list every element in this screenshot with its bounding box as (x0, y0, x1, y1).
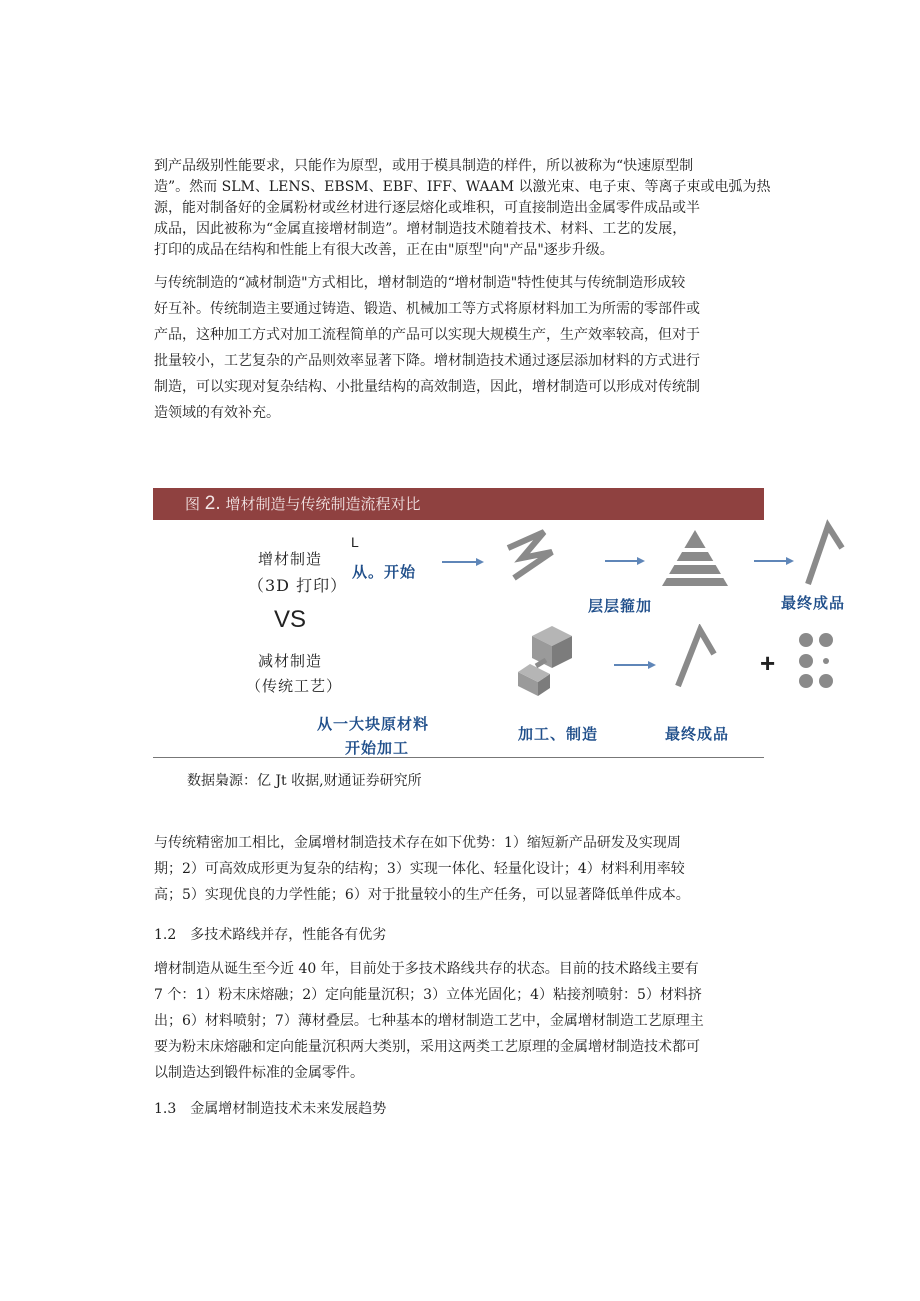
zigzag-layers-icon (500, 526, 570, 588)
text-line: 产品，这种加工方式对加工流程简单的产品可以实现大规模生产，生产效率较高，但对于 (154, 327, 700, 343)
start-from-label: 从。开始 (352, 563, 417, 581)
final-part-icon (804, 518, 846, 588)
text-line: 批量较小，工艺复杂的产品则效率显著下降。增材制造技术通过逐层添加材料的方式进行 (154, 353, 700, 369)
text-line: 与传统精密加工相比，金属增材制造技术存在如下优势：1）缩短新产品研发及实现周 (154, 835, 681, 851)
layer-add-label: 层层箍加 (588, 597, 653, 615)
text-line: 成品，因此被称为“金属直接增材制造”。增材制造技术随着技术、材料、工艺的发展， (154, 221, 687, 237)
final-part-icon (674, 624, 718, 690)
subtractive-sub-label: （传统工艺） (246, 677, 343, 695)
text-line: 出；6）材料喷射；7）薄材叠层。七种基本的增材制造工艺中，金属增材制造工艺原理主 (154, 1013, 704, 1029)
text-line: 要为粉末床熔融和定向能量沉积两大类别，采用这两类工艺原理的金属增材制造技术都可 (154, 1039, 700, 1055)
text-line: 造”。然而 SLM、LENS、EBSM、EBF、IFF、WAAM 以激光束、电子束、等离子束或电弧为热 (154, 179, 771, 195)
paragraph-2 (154, 270, 766, 426)
heading-text: 1.3 金属增材制造技术未来发展趋势 (154, 1101, 387, 1117)
paragraph-1 (154, 156, 771, 261)
text-line: 制造，可以实现对复杂结构、小批量结构的高效制造，因此，增材制造可以形成对传统制 (154, 379, 700, 395)
paragraph-3 (154, 830, 766, 908)
vs-label: VS (274, 606, 307, 633)
scrap-pieces-icon (796, 630, 840, 690)
figure-bottom-rule (153, 757, 764, 758)
text-line: 高；5）实现优良的力学性能；6）对于批量较小的生产任务，可以显著降低单件成本。 (154, 887, 690, 903)
text-line: 到产品级别性能要求，只能作为原型，或用于模具制造的样件，所以被称为“快速原型制 (154, 158, 694, 174)
text-line: 打印的成品在结构和性能上有很大改善，正在由"原型"向"产品"逐步升级。 (154, 242, 614, 258)
plus-sign: + (760, 648, 776, 678)
section-heading-1-3 (154, 1096, 766, 1122)
additive-sub-label: （3D 打印） (248, 576, 348, 595)
arrow-right-icon (440, 555, 486, 569)
raw-block-icon (512, 622, 584, 702)
text-line: 造领域的有效补充。 (154, 405, 280, 421)
final-product-label-top: 最终成品 (781, 594, 846, 612)
text-line: 增材制造从诞生至今近 40 年，目前处于多技术路线共存的状态。目前的技术路线主要有 (154, 961, 699, 977)
raw-material-label-line1: 从一大块原材料 (317, 715, 430, 733)
paragraph-4 (154, 956, 766, 1086)
additive-label: 增材制造 (258, 550, 323, 568)
raw-material-label-line2: 开始加工 (345, 739, 410, 757)
process-label: 加工、制造 (518, 725, 599, 743)
section-heading-1-2 (154, 922, 766, 948)
text-line: 好互补。传统制造主要通过铸造、锻造、机械加工等方式将原材料加工为所需的零部件或 (154, 301, 700, 317)
figure-title-bar (153, 488, 764, 520)
stray-mark: L (351, 534, 359, 550)
arrow-right-icon (612, 658, 658, 672)
arrow-right-icon (603, 554, 647, 568)
text-line: 与传统制造的“减材制造"方式相比，增材制造的“增材制造"特性使其与传统制造形成较 (154, 275, 686, 291)
stacked-pyramid-icon (660, 528, 730, 588)
figure-title-prefix: 图 (185, 495, 201, 513)
heading-text: 1.2 多技术路线并存，性能各有优劣 (154, 927, 387, 943)
figure-title-number: 2. (204, 493, 221, 514)
text-line: 源，能对制备好的金属粉材或丝材进行逐层熔化或堆积，可直接制造出金属零件成品或半 (154, 200, 700, 216)
figure-source-note: 数据梟源：亿 Jt 收据,财通证券研究所 (187, 773, 422, 789)
text-line: 以制造达到锻件标准的金属零件。 (154, 1065, 364, 1081)
text-line: 7 个：1）粉末床熔融；2）定向能量沉积；3）立体光固化；4）粘接剂喷射：5）材料挤 (154, 987, 702, 1003)
text-line: 期；2）可高效成形更为复杂的结构；3）实现一体化、轻量化设计；4）材料利用率较 (154, 861, 685, 877)
figure-title-text: 增材制造与传统制造流程对比 (225, 495, 421, 513)
final-product-label-bottom: 最终成品 (665, 725, 730, 743)
arrow-right-icon (752, 554, 796, 568)
subtractive-label: 减材制造 (258, 652, 323, 670)
